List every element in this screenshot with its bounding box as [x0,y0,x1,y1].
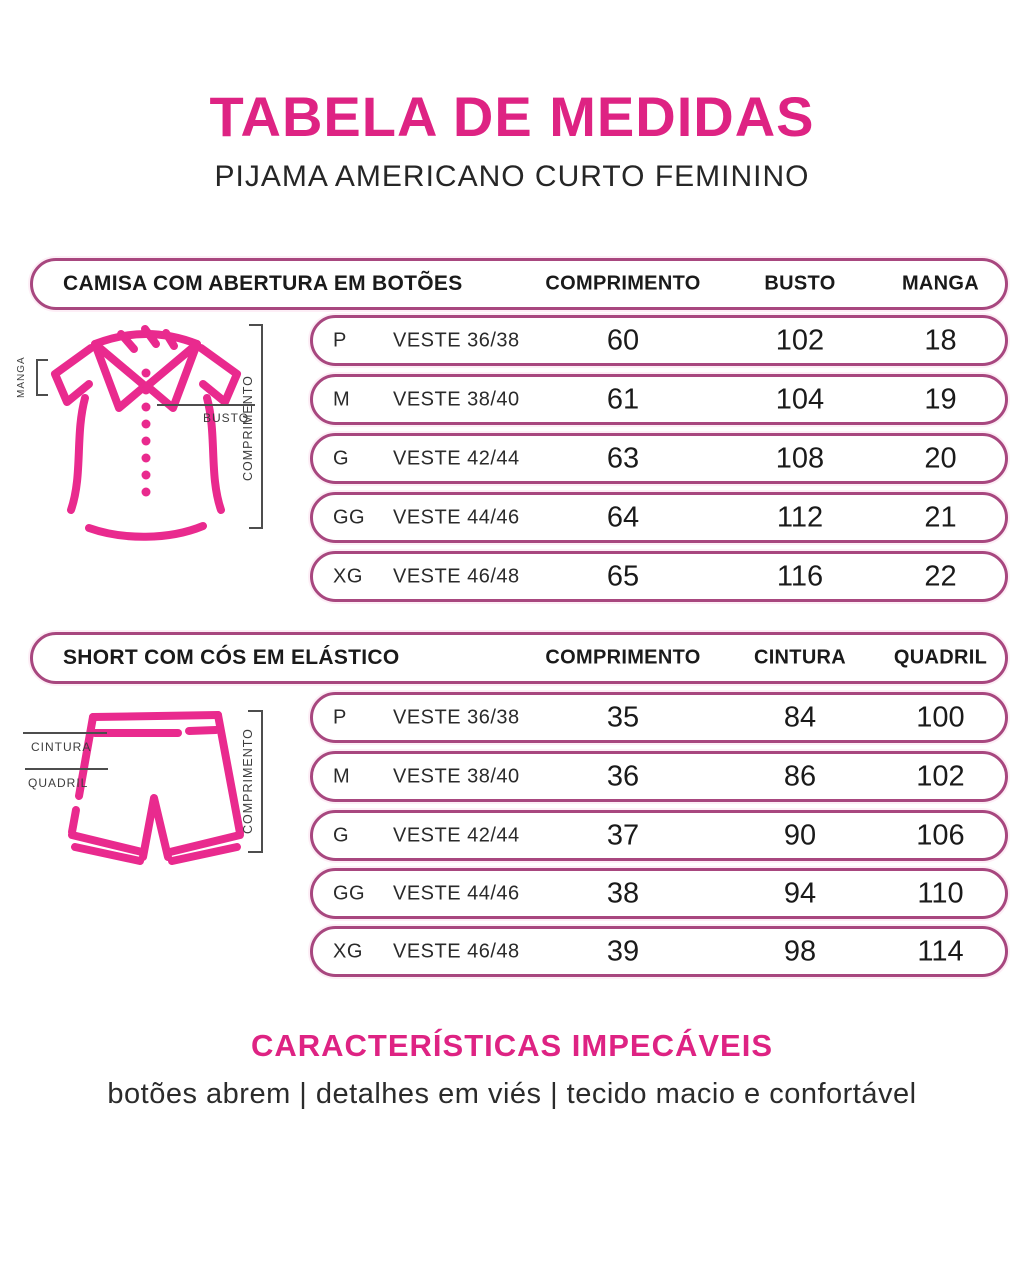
comprimento-value: 35 [606,701,640,733]
comprimento-value: 60 [606,324,640,356]
features-tagline: botões abrem | detalhes em viés | tecido macio e confortável [107,1078,917,1110]
camisa-row-g [310,433,1008,484]
cintura-value: 94 [783,877,817,909]
short-col-quadril: QUADRIL [893,646,988,669]
quadril-value: 110 [917,877,964,909]
short-row-g [310,810,1008,861]
quadril-measure-label: QUADRIL [28,776,89,790]
size-label: G [333,447,350,469]
comprimento-value: 61 [606,383,640,415]
veste-label: VESTE 42/44 [393,824,520,846]
comprimento-value: 64 [606,501,640,533]
size-label: GG [333,882,366,904]
short-row-p [310,692,1008,743]
quadril-value: 102 [916,760,965,792]
cintura-value: 90 [783,819,817,851]
comprimento-value: 63 [606,442,640,474]
veste-label: VESTE 36/38 [393,329,520,351]
veste-label: VESTE 46/48 [393,565,520,587]
manga-value: 20 [924,442,957,474]
manga-value: 18 [924,324,957,356]
camisa-col-busto: BUSTO [764,272,836,295]
veste-label: VESTE 44/46 [393,506,520,528]
size-label: M [333,388,351,410]
shorts-diagram [15,700,295,870]
size-label: P [333,706,347,728]
shirt-diagram [15,310,295,555]
size-label: M [333,765,351,787]
quadril-value: 114 [917,935,964,967]
size-label: XG [333,940,363,962]
cintura-measure-label: CINTURA [31,740,92,754]
comprimento-value: 36 [606,760,640,792]
veste-label: VESTE 46/48 [393,940,520,962]
busto-measure-label: BUSTO [203,411,250,425]
camisa-row-gg [310,492,1008,543]
quadril-value: 100 [916,701,965,733]
cintura-value: 84 [783,701,817,733]
short-row-gg [310,868,1008,919]
camisa-section-title: CAMISA COM ABERTURA EM BOTÕES [63,272,463,295]
short-col-comprimento: COMPRIMENTO [545,646,701,669]
short-section-title: SHORT COM CÓS EM ELÁSTICO [63,646,400,669]
size-label: G [333,824,350,846]
busto-value: 116 [776,560,824,592]
manga-value: 21 [924,501,957,533]
page-subtitle: PIJAMA AMERICANO CURTO FEMININO [214,160,810,193]
comprimento-measure-label: COMPRIMENTO [241,375,255,481]
manga-value: 22 [924,560,957,592]
comprimento-value: 39 [606,935,640,967]
busto-value: 104 [775,383,825,415]
veste-label: VESTE 38/40 [393,765,520,787]
camisa-row-m [310,374,1008,425]
page-title: TABELA DE MEDIDAS [209,85,815,148]
busto-value: 112 [776,501,824,533]
busto-value: 108 [775,442,825,474]
manga-value: 19 [924,383,957,415]
camisa-header-row [30,258,1008,310]
comprimento-value: 37 [606,819,640,851]
veste-label: VESTE 42/44 [393,447,520,469]
size-label: P [333,329,347,351]
cintura-value: 98 [783,935,817,967]
comprimento-value: 65 [606,560,640,592]
comprimento-measure-label: COMPRIMENTO [241,728,255,835]
camisa-col-manga: MANGA [901,272,980,295]
short-col-cintura: CINTURA [753,646,847,669]
short-row-m [310,751,1008,802]
manga-measure-label: MANGA [16,356,27,398]
quadril-value: 106 [916,819,965,851]
size-label: GG [333,506,366,528]
cintura-value: 86 [783,760,817,792]
busto-value: 102 [775,324,825,356]
camisa-col-comprimento: COMPRIMENTO [545,272,701,295]
veste-label: VESTE 38/40 [393,388,520,410]
features-heading: CARACTERÍSTICAS IMPECÁVEIS [250,1028,774,1063]
camisa-row-xg [310,551,1008,602]
short-header-row [30,632,1008,684]
short-row-xg [310,926,1008,977]
veste-label: VESTE 36/38 [393,706,520,728]
camisa-row-p [310,315,1008,366]
veste-label: VESTE 44/46 [393,882,520,904]
size-label: XG [333,565,363,587]
comprimento-value: 38 [606,877,640,909]
